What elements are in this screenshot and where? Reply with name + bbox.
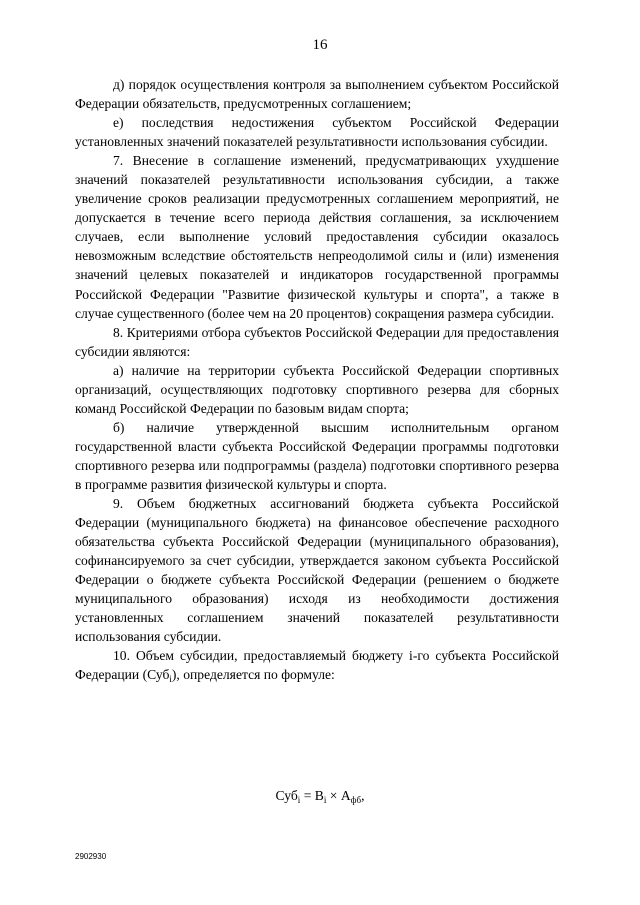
page-number: 16	[312, 37, 328, 53]
formula-times-a: × А	[326, 788, 351, 803]
paragraph-8: 8. Критериями отбора субъектов Российской Федерации для предоставления субсидии являются:	[75, 324, 559, 359]
paragraph-9: 9. Объем бюджетных ассигнований бюджета субъекта Российской Федерации (муниципального бюджета) на финансовое обеспечение расходного обязательства субъекта Российской Федерации (муниципального образования), софинансируемого за счет субсидии, утверждается законом субъекта Российской Федерации о бюджете субъекта Российской Федерации (решением о бюджете муниципального образования) исходя из необходимости достижения установленных соглашением значений показателей результативности использования субсидии.	[75, 496, 559, 645]
paragraph-7: 7. Внесение в соглашение изменений, предусматривающих ухудшение значений показателей результативности использования субсидии, а также увеличение сроков реализации предусмотренных соглашением мероприятий, не допускается в течение всего периода действия соглашения, за исключением случаев, если выполнение условий предоставления субсидии оказалось невозможным вследствие обстоятельств непреодолимой силы и (или) изменения значений целевых показателей и индикаторов государственной программы Российской Федерации "Развитие физической культуры и спорта", а также в случае существенного (более чем на 20 процентов) сокращения размера субсидии.	[75, 153, 559, 321]
paragraph-e: е) последствия недостижения субъектом Российской Федерации установленных значений показателей результативности использования субсидии.	[75, 115, 559, 150]
paragraph-10-subscript: i	[169, 674, 172, 685]
paragraph-10-text: 10. Объем субсидии, предоставляемый бюджету i-го субъекта Российской Федерации (Суб	[75, 648, 559, 683]
formula-lhs: Суб	[275, 788, 298, 803]
formula-b-subscript: i	[323, 795, 327, 805]
formula-equals-b: = В	[300, 788, 324, 803]
paragraph-10-text-end: ), определяется по формуле:	[171, 667, 335, 683]
paragraph-10	[75, 646, 559, 684]
document-body	[75, 75, 559, 685]
formula-lhs-subscript: i	[297, 795, 301, 805]
subsidy-formula	[0, 787, 640, 805]
formula-end: ,	[361, 788, 365, 803]
paragraph-8b: б) наличие утвержденной высшим исполнительным органом государственной власти субъекта Российской Федерации программы подготовки спортивного резерва или подпрограммы (раздела) подготовки спортивного резерва в программе развития физической культуры и спорта.	[75, 419, 559, 492]
paragraph-8a: а) наличие на территории субъекта Российской Федерации спортивных организаций, осуществляющих подготовку спортивного резерва для сборных команд Российской Федерации по базовым видам спорта;	[75, 362, 559, 416]
formula-a-subscript: фб	[350, 795, 362, 805]
paragraph-d: д) порядок осуществления контроля за выполнением субъектом Российской Федерации обязательств, предусмотренных соглашением;	[75, 77, 559, 112]
document-code: 2902930	[75, 852, 107, 861]
